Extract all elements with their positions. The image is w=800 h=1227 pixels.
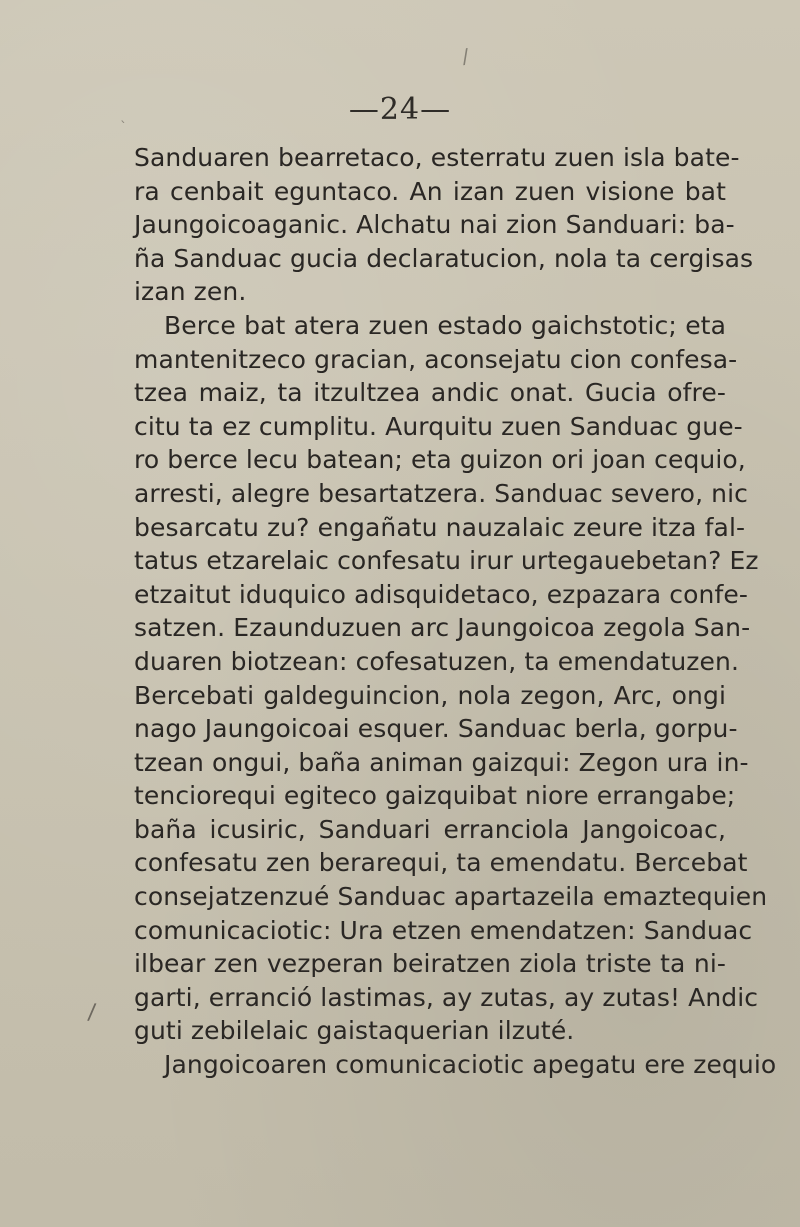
text-line: mantenitzeco gracian, aconsejatu cion confesa- xyxy=(134,344,738,374)
text-line: nago Jaungoicoai esquer. Sanduac berla, gorpu- xyxy=(134,714,738,744)
text-line: etzaitut iduquico adisquidetaco, ezpazara confe- xyxy=(134,579,748,609)
body-text xyxy=(134,141,777,1082)
text-line: guti zebilelaic gaistaquerian ilzuté. xyxy=(134,1016,575,1046)
page-number: —24— xyxy=(348,92,452,127)
text-line: arresti, alegre besartatzera. Sanduac severo, nic xyxy=(134,478,748,508)
text-line: tzea maiz, ta itzultzea andic onat. Gucia ofre- xyxy=(134,378,726,408)
text-line: confesatu zen berarequi, ta emendatu. Bercebat xyxy=(134,848,748,878)
text-line: besarcatu zu? engañatu nauzalaic zeure itza fal- xyxy=(134,512,746,542)
text-line: garti, erranció lastimas, ay zutas, ay zutas! Andic xyxy=(134,982,759,1012)
pencil-mark: / xyxy=(86,999,97,1026)
text-line: ro berce lecu batean; eta guizon ori joan cequio, xyxy=(134,445,746,475)
text-line: baña icusiric, Sanduari erranciola Jangoicoac, xyxy=(134,814,726,844)
text-line: izan zen. xyxy=(134,277,247,307)
pencil-mark: / xyxy=(460,43,471,69)
text-line: duaren biotzean: cofesatuzen, ta emendatuzen. xyxy=(134,646,740,676)
text-line: Bercebati galdeguincion, nola zegon, Arc, ongi xyxy=(134,680,726,710)
text-line: Jaungoicoaganic. Alchatu nai zion Sanduari: ba- xyxy=(134,210,735,240)
text-line: Jangoicoaren comunicaciotic apegatu ere zequio xyxy=(164,1050,777,1080)
text-line: Sanduaren bearretaco, esterratu zuen isla bate- xyxy=(134,143,740,172)
text-line: tzean ongui, baña animan gaizqui: Zegon ura in- xyxy=(134,747,749,777)
text-line: ra cenbait eguntaco. An izan zuen visione bat xyxy=(134,176,726,206)
ink-speck: ` xyxy=(120,120,127,136)
text-line: tenciorequi egiteco gaizquibat niore errangabe; xyxy=(134,781,736,811)
text-line: consejatzenzué Sanduac apartazeila emaztequien xyxy=(134,882,768,912)
text-line: ilbear zen vezperan beiratzen ziola triste ta ni- xyxy=(134,949,726,979)
text-line: satzen. Ezaunduzuen arc Jaungoicoa zegola San- xyxy=(134,613,751,643)
text-line: Berce bat atera zuen estado gaichstotic; eta xyxy=(164,310,726,340)
text-line: comunicaciotic: Ura etzen emendatzen: Sanduac xyxy=(134,915,753,945)
text-line: tatus etzarelaic confesatu irur urtegauebetan? Ez xyxy=(134,546,759,576)
text-line: citu ta ez cumplitu. Aurquitu zuen Sanduac gue- xyxy=(134,411,743,441)
text-line: ña Sanduac gucia declaratucion, nola ta cergisas xyxy=(134,243,754,273)
